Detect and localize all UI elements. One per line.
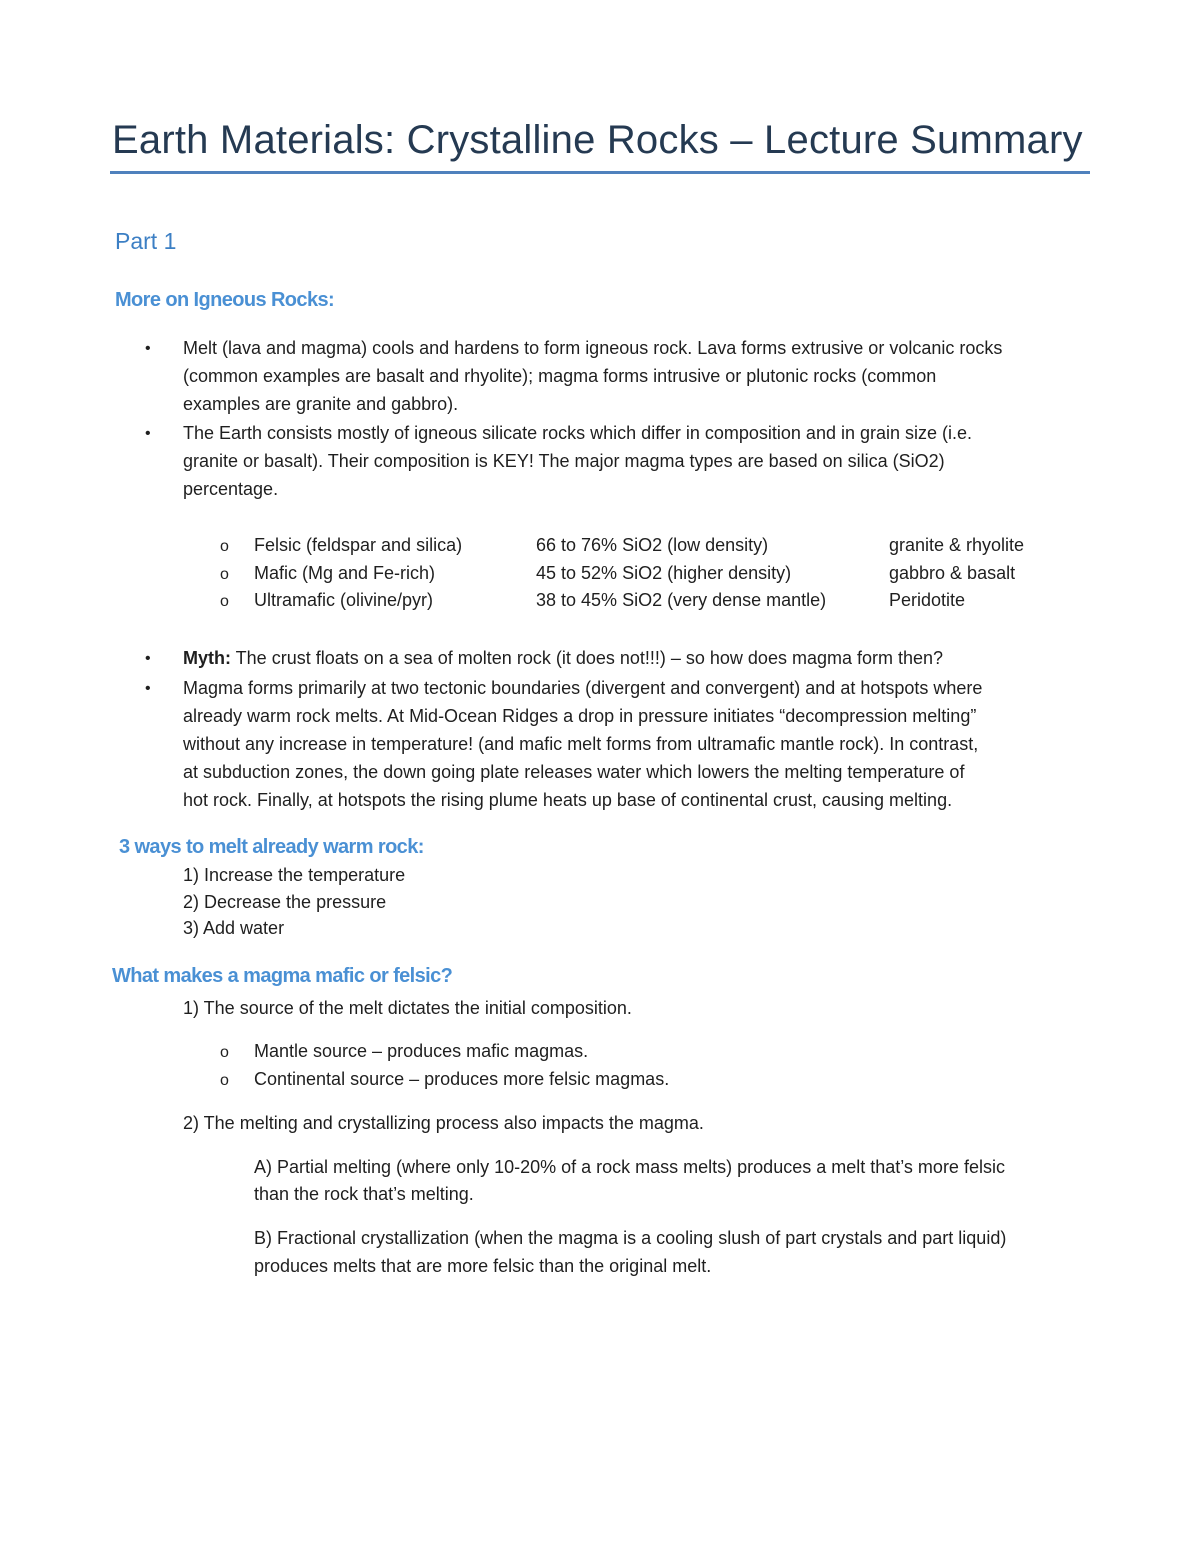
title-underline — [110, 171, 1090, 174]
magma-type-silica: 45 to 52% SiO2 (higher density) — [536, 563, 792, 583]
bullet-4-line-2: already warm rock melts. At Mid-Ocean Ridges a drop in pressure initiates “decompression melting” — [183, 706, 977, 726]
bullet-marker: • — [145, 425, 151, 442]
magma-type-silica: 66 to 76% SiO2 (low density) — [536, 535, 769, 555]
igneous-heading: More on Igneous Rocks: — [115, 289, 335, 311]
magma-type-rocks: Peridotite — [889, 590, 966, 610]
document-title: Earth Materials: Crystalline Rocks – Lecture Summary — [112, 118, 1083, 162]
bullet-2-line-2: granite or basalt). Their composition is KEY! The major magma types are based on silica (SiO2) — [183, 451, 945, 471]
bullet-marker: • — [145, 650, 151, 667]
ways-heading: 3 ways to melt already warm rock: — [119, 836, 424, 858]
bullet-2-line-3: percentage. — [183, 479, 279, 499]
fractional-crystallization-line-1: B) Fractional crystallization (when the magma is a cooling slush of part crystals and part liquid) — [254, 1228, 1007, 1248]
source-item: Mantle source – produces mafic magmas. — [254, 1041, 589, 1061]
process-point: 2) The melting and crystallizing process also impacts the magma. — [183, 1113, 704, 1133]
sub-bullet-marker: o — [220, 566, 229, 583]
magma-type-rocks: granite & rhyolite — [889, 535, 1025, 555]
bullet-1-line-3: examples are granite and gabbro). — [183, 394, 459, 414]
myth-label: Myth: — [183, 648, 231, 668]
myth-text: The crust floats on a sea of molten rock (it does not!!!) – so how does magma form then? — [231, 648, 944, 668]
bullet-4-line-1: Magma forms primarily at two tectonic boundaries (divergent and convergent) and at hotspots where — [183, 678, 983, 698]
ways-item: 2) Decrease the pressure — [183, 892, 387, 912]
bullet-marker: • — [145, 340, 151, 357]
bullet-2-line-1: The Earth consists mostly of igneous silicate rocks which differ in composition and in grain size (i.e. — [183, 423, 973, 443]
mafic-felsic-heading: What makes a magma mafic or felsic? — [112, 965, 453, 987]
bullet-4-line-4: at subduction zones, the down going plate releases water which lowers the melting temperature of — [183, 762, 965, 782]
magma-type-silica: 38 to 45% SiO2 (very dense mantle) — [536, 590, 827, 610]
bullet-1-line-1: Melt (lava and magma) cools and hardens to form igneous rock. Lava forms extrusive or volcanic rocks — [183, 338, 1003, 358]
bullet-4-line-5: hot rock. Finally, at hotspots the rising plume heats up base of continental crust, causing melting. — [183, 790, 953, 810]
magma-type-name: Felsic (feldspar and silica) — [254, 535, 463, 555]
bullet-4-line-3: without any increase in temperature! (and mafic melt forms from ultramafic mantle rock). In contrast, — [183, 734, 979, 754]
myth-line — [183, 648, 943, 669]
fractional-crystallization-line-2: produces melts that are more felsic than the original melt. — [254, 1256, 712, 1276]
part-heading: Part 1 — [115, 228, 177, 254]
magma-type-name: Ultramafic (olivine/pyr) — [254, 590, 434, 610]
ways-item: 3) Add water — [183, 918, 285, 938]
bullet-1-line-2: (common examples are basalt and rhyolite); magma forms intrusive or plutonic rocks (common — [183, 366, 937, 386]
magma-type-name: Mafic (Mg and Fe-rich) — [254, 563, 436, 583]
sub-bullet-marker: o — [220, 1044, 229, 1061]
source-item: Continental source – produces more felsic magmas. — [254, 1069, 670, 1089]
magma-type-rocks: gabbro & basalt — [889, 563, 1016, 583]
sub-bullet-marker: o — [220, 538, 229, 555]
sub-bullet-marker: o — [220, 593, 229, 610]
partial-melting-line-1: A) Partial melting (where only 10-20% of a rock mass melts) produces a melt that’s more felsic — [254, 1157, 1005, 1177]
source-point: 1) The source of the melt dictates the initial composition. — [183, 998, 632, 1018]
partial-melting-line-2: than the rock that’s melting. — [254, 1184, 474, 1204]
bullet-marker: • — [145, 680, 151, 697]
sub-bullet-marker: o — [220, 1072, 229, 1089]
ways-item: 1) Increase the temperature — [183, 865, 406, 885]
